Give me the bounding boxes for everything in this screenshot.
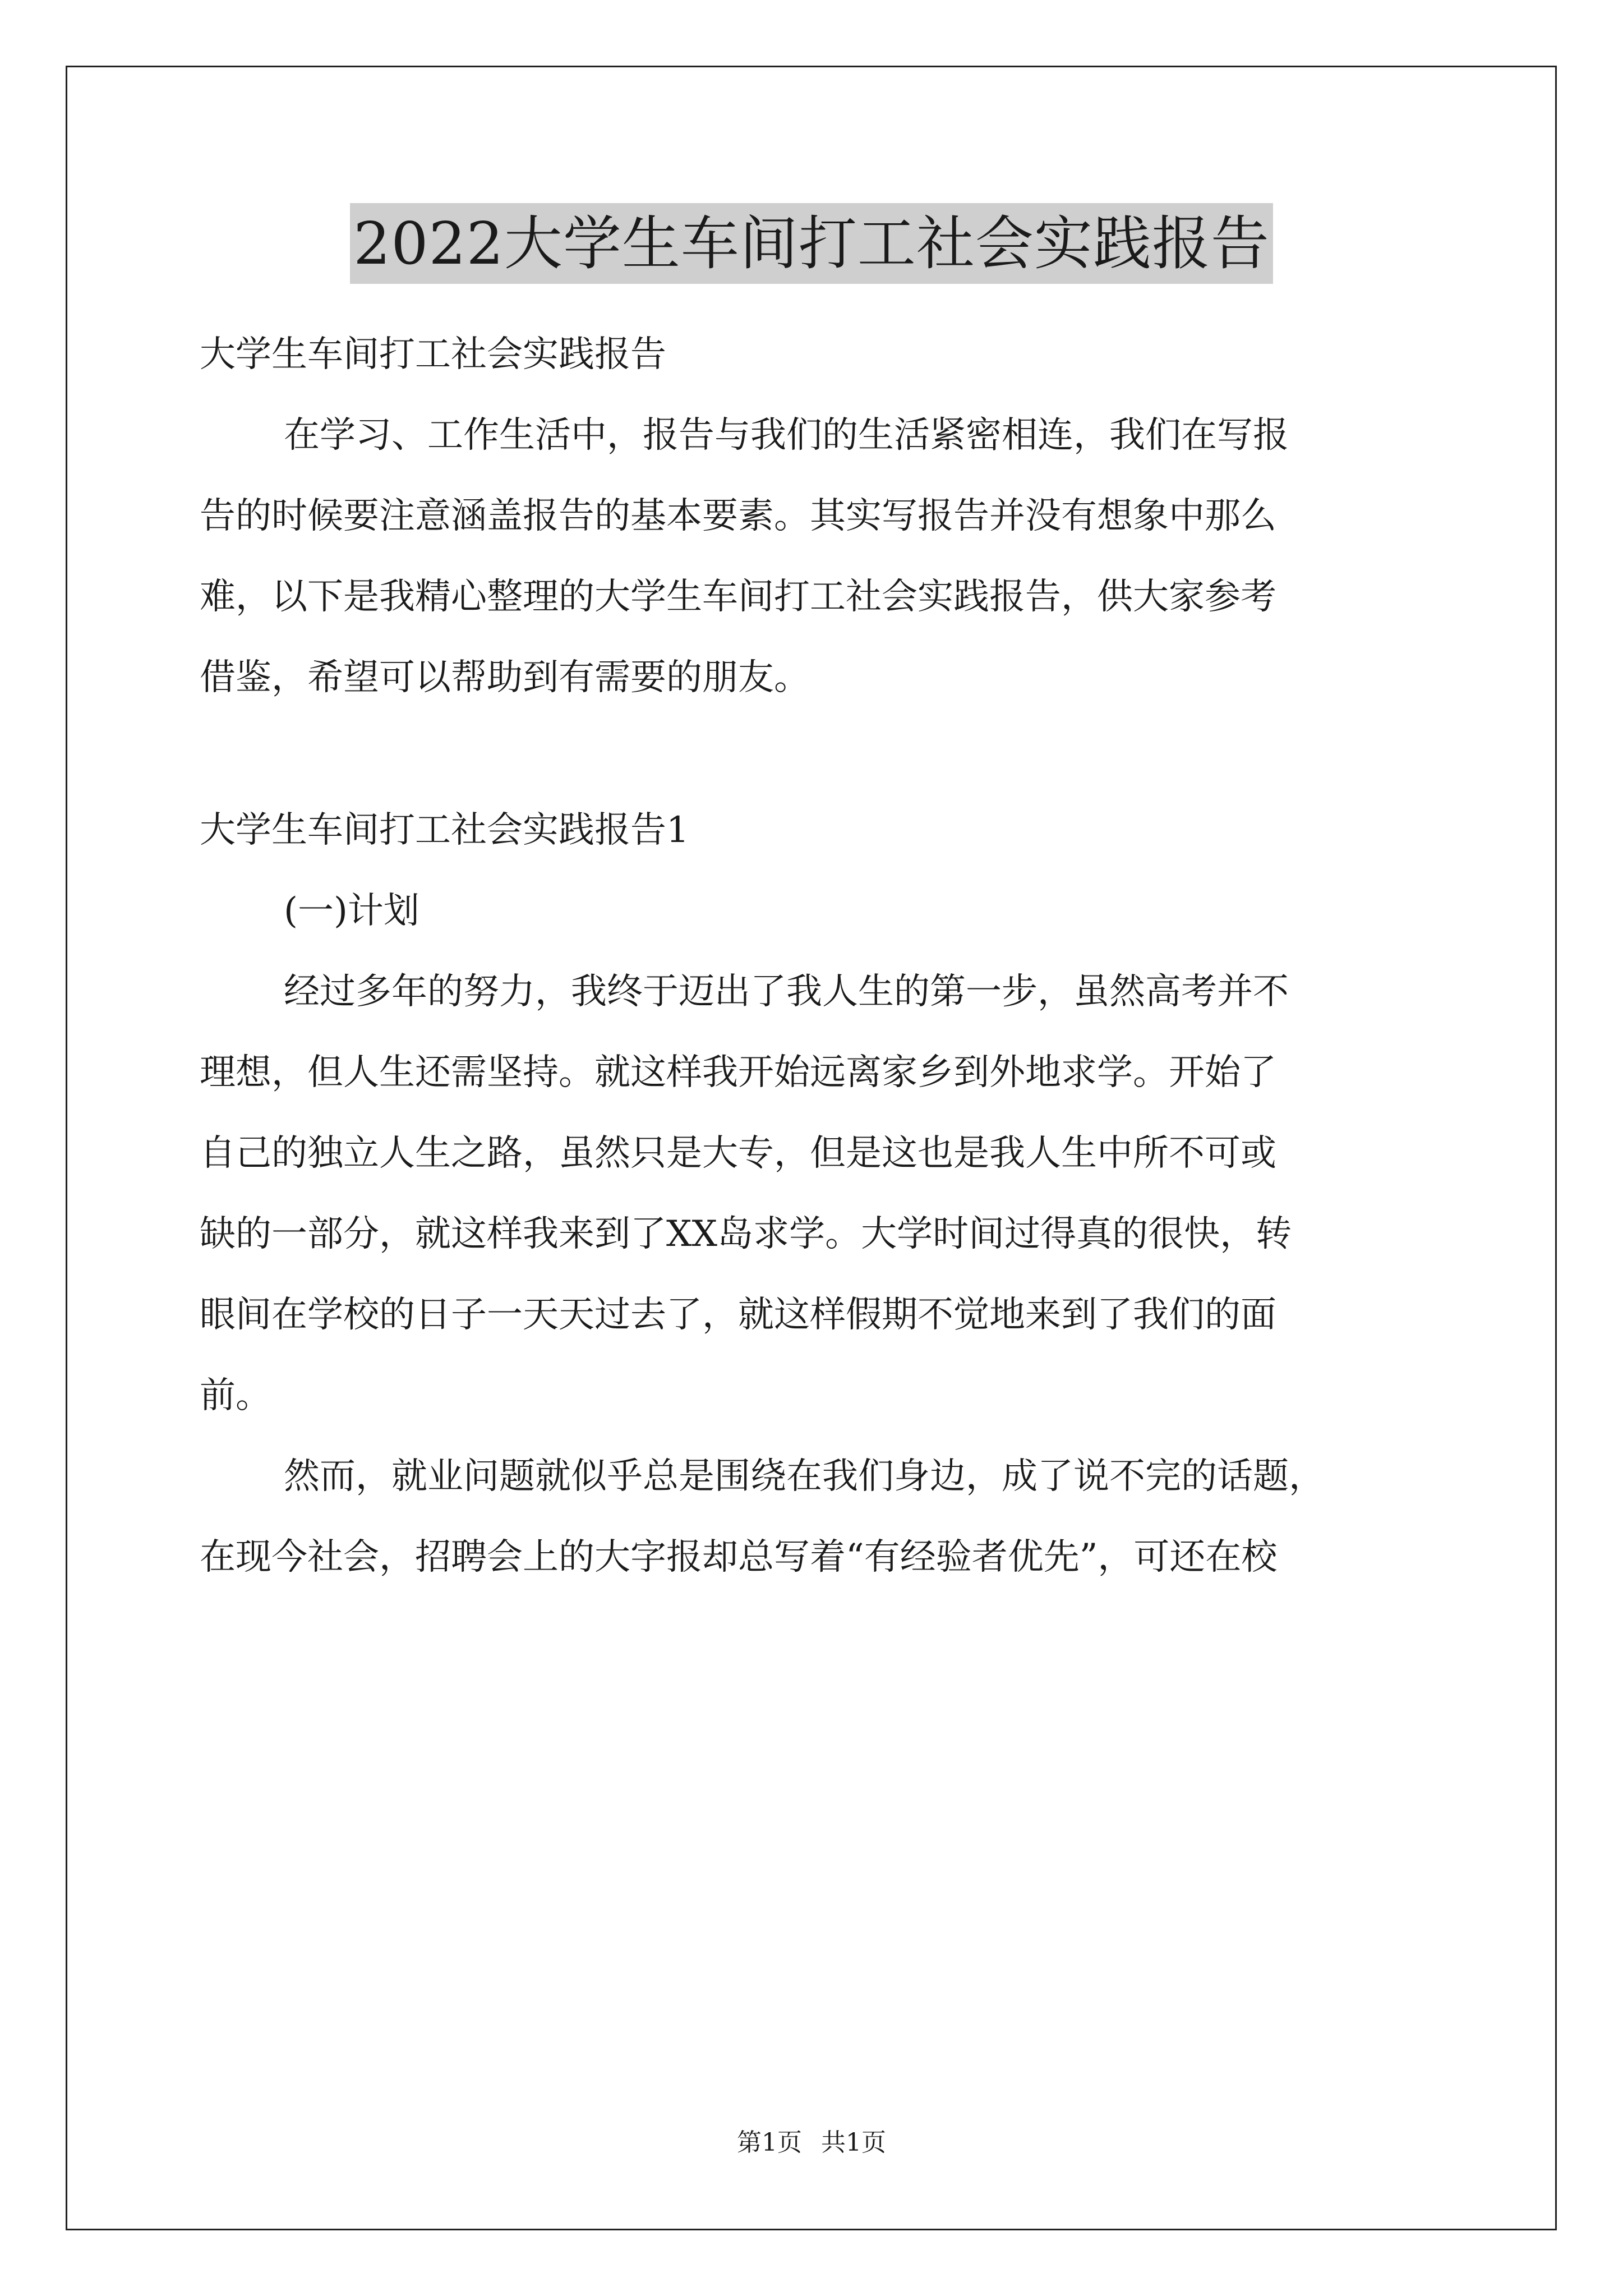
intro-line: 借鉴，希望可以帮助到有需要的朋友。 [200, 657, 810, 698]
paragraph-line: 缺的一部分，就这样我来到了XX岛求学。大学时间过得真的很快，转 [200, 1213, 1292, 1255]
paragraph-line: 理想，但人生还需坚持。就这样我开始远离家乡到外地求学。开始了 [200, 1052, 1276, 1093]
document-title: 2022大学生车间打工社会实践报告 [350, 203, 1273, 284]
page-total: 共1页 [821, 2128, 886, 2157]
paragraph-gap [200, 718, 1433, 790]
intro-line: 告的时候要注意涵盖报告的基本要素。其实写报告并没有想象中那么 [200, 495, 1276, 537]
paragraph-line: 在现今社会，招聘会上的大字报却总写着“有经验者优先”，可还在校 [200, 1536, 1278, 1578]
document-subtitle: 大学生车间打工社会实践报告 [200, 334, 666, 375]
paragraph-line: 前。 [200, 1375, 271, 1416]
section-subheading: (一)计划 [284, 890, 419, 932]
paragraph-line: 经过多年的努力，我终于迈出了我人生的第一步，虽然高考并不 [284, 971, 1289, 1013]
page-number: 第1页 [737, 2128, 802, 2157]
title-area [0, 203, 1623, 284]
intro-line: 在学习、工作生活中，报告与我们的生活紧密相连，我们在写报 [284, 415, 1289, 456]
document-body [200, 314, 1433, 1598]
paragraph-line: 眼间在学校的日子一天天过去了，就这样假期不觉地来到了我们的面 [200, 1294, 1276, 1336]
page-footer [0, 2126, 1623, 2160]
section-heading: 大学生车间打工社会实践报告1 [200, 809, 689, 851]
intro-line: 难，以下是我精心整理的大学生车间打工社会实践报告，供大家参考 [200, 576, 1276, 618]
paragraph-line: 然而，就业问题就似乎总是围绕在我们身边，成了说不完的话题， [284, 1456, 1325, 1497]
paragraph-line: 自己的独立人生之路，虽然只是大专，但是这也是我人生中所不可或 [200, 1133, 1276, 1174]
